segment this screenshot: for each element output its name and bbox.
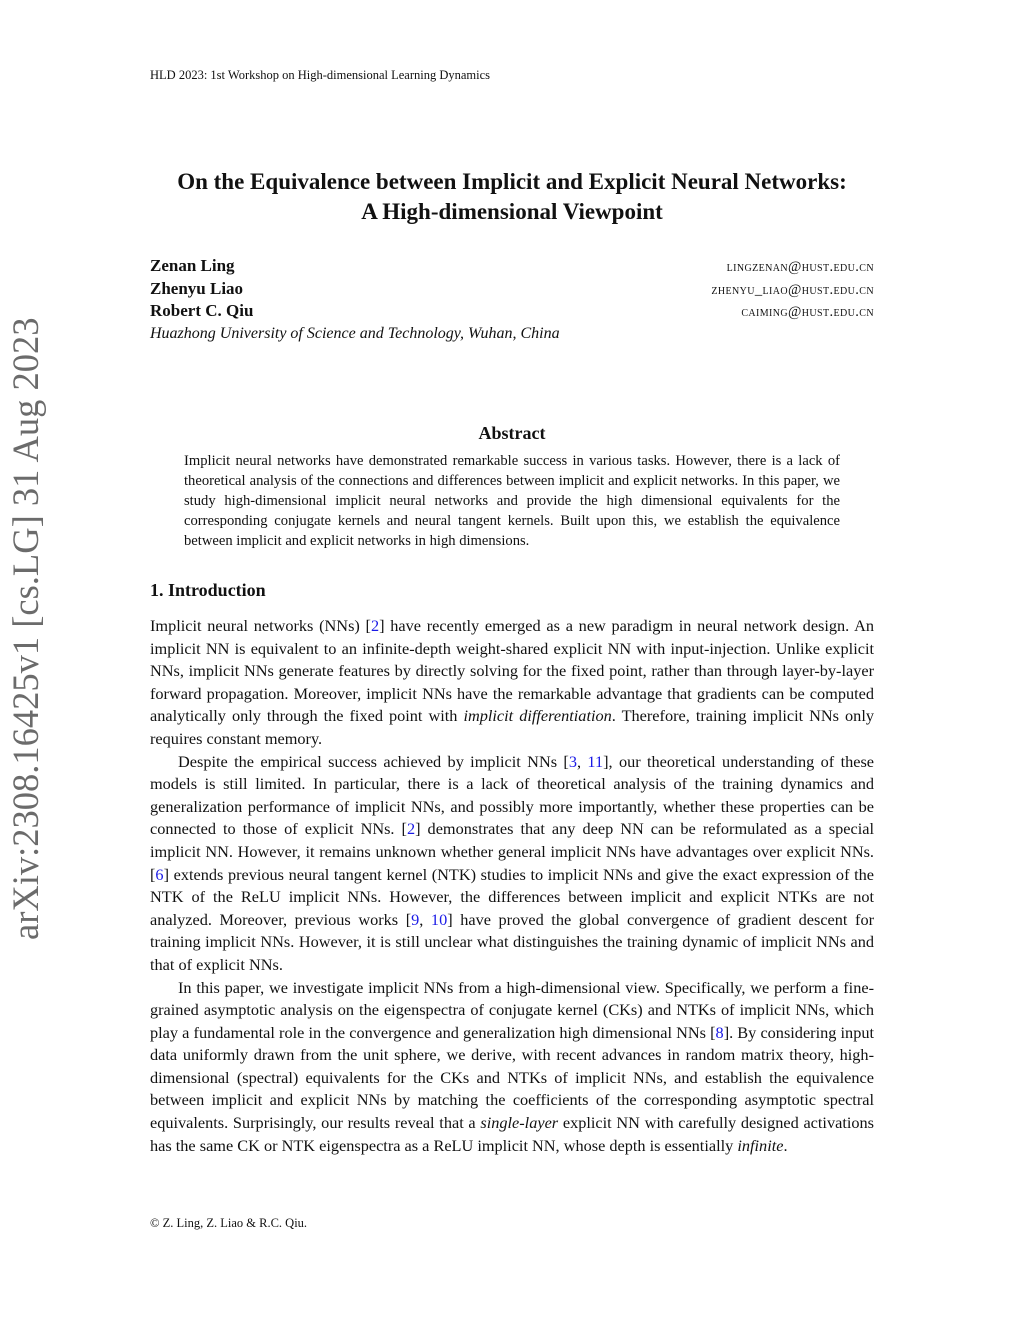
emphasis: infinite <box>737 1135 784 1155</box>
text-run: . <box>783 1135 788 1155</box>
section-heading-introduction: 1. Introduction <box>150 580 266 600</box>
author-name: Zenan Ling <box>150 256 235 275</box>
affiliation: Huazhong University of Science and Technology, Wuhan, China <box>150 324 560 342</box>
text-run: ]. By considering input data uniformly drawn from the unit sphere, we derive, with recent advances in random matrix theory, high-dimensional (spectral) equivalents for the CKs and NTKs of implicit NNs, and establish the equivalence between implicit and explicit NNs by matching the coefficients of the corresponding asymptotic spectral equivalents. Surprisingly, our results reveal that a <box>150 1022 874 1133</box>
citation-link[interactable]: 2 <box>370 616 380 635</box>
text-run: ] demonstrates that any deep NN can be reformulated as a special implicit NN. However, it remains unknown whether general implicit NNs have advantages over explicit NNs. [ <box>150 819 874 884</box>
author-email[interactable]: zhenyu_liao@hust.edu.cn <box>711 281 874 298</box>
text-run: Implicit neural networks (NNs) [ <box>150 616 371 635</box>
text-run: In this paper, we investigate implicit NNs from a high-dimensional view. Specifically, we perform a fine-grained asymptotic analysis on the eigenspectra of conjugate kernel (CKs) and NTKs of implicit NNs, which play a fundamental role in the convergence and generalization high dimensional NNs [ <box>150 977 874 1042</box>
author-row <box>150 301 874 324</box>
text-run: Despite the empirical success achieved by implicit NNs [ <box>178 751 569 771</box>
text-run: , <box>576 751 588 771</box>
paragraph <box>150 977 874 1158</box>
paper-title <box>0 167 1024 227</box>
author-block <box>150 256 874 343</box>
author-row <box>150 256 874 279</box>
citation-link[interactable]: 3 <box>568 751 577 771</box>
citation-link[interactable]: 8 <box>715 1022 724 1042</box>
text-run: ] have proved the global convergence of gradient descent for training implicit NNs. However, it is still unclear what distinguishes the training dynamic of implicit NNs and that of explicit NNs. <box>150 909 875 974</box>
text-run: explicit NN with carefully designed activations has the same CK or NTK eigenspectra as a ReLU implicit NN, whose depth is essentially <box>150 1113 874 1155</box>
citation-link[interactable]: 6 <box>155 864 164 884</box>
author-name: Robert C. Qiu <box>150 301 254 320</box>
author-row <box>150 279 874 302</box>
title-line-2: A High-dimensional Viewpoint <box>361 199 663 224</box>
abstract-heading: Abstract <box>478 423 546 443</box>
introduction-body <box>150 615 874 1157</box>
emphasis: single-layer <box>480 1113 559 1133</box>
emphasis: implicit differentiation <box>463 706 612 726</box>
paragraph <box>150 615 874 751</box>
citation-link[interactable]: 11 <box>587 751 604 771</box>
text-run: ] extends previous neural tangent kernel (NTK) studies to implicit NNs and give the exact expression of the NTK of the ReLU implicit NNs. However, the differences between implicit and explicit NTKs are not analyzed. Moreover, previous works [ <box>150 864 874 929</box>
arxiv-stamp: arXiv:2308.16425v1 [cs.LG] 31 Aug 2023 <box>5 317 46 940</box>
copyright-footer: © Z. Ling, Z. Liao & R.C. Qiu. <box>150 1216 308 1230</box>
text-run: . Therefore, training implicit NNs only requires constant memory. <box>150 706 874 748</box>
running-header: HLD 2023: 1st Workshop on High-dimensional Learning Dynamics <box>150 68 491 82</box>
abstract-text: Implicit neural networks have demonstrated remarkable success in various tasks. However, there is a lack of theoretical analysis of the connections and differences between implicit and explicit networks. In this paper, we study high-dimensional implicit neural networks and provide the high dimensional equivalents for the corresponding conjugate kernels and neural tangent kernels. Built upon this, we establish the equivalence between implicit and explicit networks in high dimensions. <box>184 453 840 549</box>
text-run: , <box>419 909 431 929</box>
citation-link[interactable]: 2 <box>406 819 416 839</box>
paragraph <box>150 751 874 977</box>
text-run: ], our theoretical understanding of these models is still limited. In particular, there is a lack of theoretical analysis of the training dynamics and generalization performance of implicit NNs, and possibly more importantly, whether these properties can be connected to those of explicit NNs. [ <box>150 751 875 839</box>
author-name: Zhenyu Liao <box>150 278 244 298</box>
author-email[interactable]: lingzenan@hust.edu.cn <box>726 259 874 275</box>
citation-link[interactable]: 10 <box>430 909 448 929</box>
title-line-1: On the Equivalence between Implicit and Explicit Neural Networks: <box>177 169 847 194</box>
text-run: ] have recently emerged as a new paradigm in neural network design. An implicit NN is equivalent to an infinite-depth weight-shared explicit NN with input-injection. Unlike explicit NNs, implicit NNs generate features by directly solving for the fixed point, rather than through layer-by-layer forward propagation. Moreover, implicit NNs have the remarkable advantage that gradients can be computed analytically only through the fixed point with <box>150 616 874 726</box>
author-email[interactable]: caiming@hust.edu.cn <box>741 304 874 320</box>
citation-link[interactable]: 9 <box>411 909 420 929</box>
